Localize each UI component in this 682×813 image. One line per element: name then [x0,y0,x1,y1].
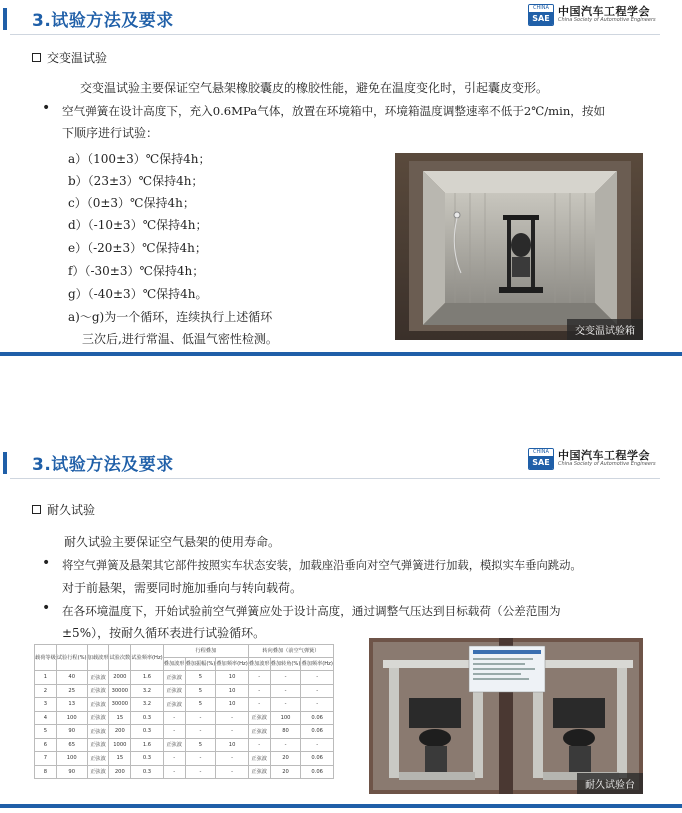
table-cell: - [185,765,216,779]
th-overlay-frequency: 叠加频率(Hz) [216,658,248,671]
slide-alternating-temperature [0,0,682,358]
logo-name-cn: 中国汽车工程学会 [558,5,650,18]
table-cell: - [185,711,216,725]
step-f: f）（-30±3）℃保持4h； [68,264,205,278]
table-cell: 10 [216,738,248,752]
table-cell: 80 [270,725,301,739]
cycle-note-line2: 三次后,进行常温、低温气密性检测。 [82,332,278,346]
table-cell: 正弦波 [87,671,109,685]
th-count: 试验次数 [109,645,131,671]
temperature-chamber-illustration [395,153,643,340]
csae-logo [528,448,668,470]
th-steer-angle: 叠加转角(%) [270,658,301,671]
section-heading: 交变温试验 [32,49,107,66]
table-cell: 正弦波 [163,671,185,685]
slide-title: 3.试验方法及要求 [32,11,174,31]
table-cell: - [185,752,216,766]
table-cell: - [270,738,301,752]
table-cell: 3 [35,698,57,712]
table-cell: 0.3 [131,725,163,739]
step-g: g）（-40±3）℃保持4h。 [68,287,208,301]
logo-name-en: China Society of Automotive Engineers [558,461,656,467]
table-cell: - [248,698,270,712]
table-header-row [35,645,334,658]
table-cell: 200 [109,725,131,739]
table-cell: - [301,684,334,698]
table-cell: 正弦波 [163,698,185,712]
table-cell: 正弦波 [248,725,270,739]
photo-caption: 耐久试验台 [577,773,643,794]
logo-name-en: China Society of Automotive Engineers [558,17,656,23]
table-cell: 1 [35,671,57,685]
table-cell: 0.06 [301,752,334,766]
table-cell: - [163,765,185,779]
table-cell: 3.2 [131,684,163,698]
table-cell: 100 [270,711,301,725]
table-cell: 5 [185,671,216,685]
table-cell: - [270,698,301,712]
table-cell: 正弦波 [248,752,270,766]
step-c: c）（0±3）℃保持4h； [68,196,195,210]
table-cell: 200 [109,765,131,779]
title-accent-bar [3,452,7,474]
table-cell: - [216,725,248,739]
table-row [35,711,334,725]
table-cell: 正弦波 [87,738,109,752]
endurance-cycle-table [34,644,334,779]
table-cell: 正弦波 [87,725,109,739]
th-load-level: 载荷等级 [35,645,57,671]
table-cell: 5 [185,684,216,698]
table-cell: - [301,698,334,712]
table-cell: - [185,725,216,739]
table-cell: - [163,725,185,739]
th-steer-waveform: 叠加波形 [248,658,270,671]
table-cell: 1000 [109,738,131,752]
title-divider [10,478,660,479]
th-frequency: 试验频率(Hz) [131,645,163,671]
table-row [35,752,334,766]
table-row [35,684,334,698]
table-cell: 正弦波 [87,684,109,698]
bullet-dot-icon: • [42,600,51,616]
cycle-note-line1: a)～g)为一个循环，连续执行上述循环 [68,310,273,324]
table-cell: 正弦波 [87,765,109,779]
table-cell: - [216,752,248,766]
bullet1-line1: 将空气弹簧及悬架其它部件按照实车状态安装，加载座沿垂向对空气弹簧进行加载，模拟实车垂向跳动。 [62,559,582,572]
table-cell: - [248,738,270,752]
table-cell: 20 [270,765,301,779]
photo-caption: 交变温试验箱 [567,319,643,340]
table-cell: 正弦波 [248,711,270,725]
table-cell: 6 [35,738,57,752]
table-cell: 25 [56,684,87,698]
bullet-dot-icon: • [42,555,51,571]
table-row [35,725,334,739]
csae-logo-badge: CHINA SAE [528,448,554,470]
table-cell: - [270,684,301,698]
title-divider [10,34,660,35]
table-cell: 10 [216,698,248,712]
table-cell: 0.3 [131,765,163,779]
csae-logo [528,4,668,26]
bullet2-line2: ±5%），按耐久循环表进行试验循环。 [62,626,266,640]
th-overlay-waveform: 叠加波形 [163,658,185,671]
table-cell: 8 [35,765,57,779]
table-cell: - [270,671,301,685]
th-stroke: 试验行程(%) [56,645,87,671]
section-heading: 耐久试验 [32,501,95,518]
intro-paragraph: 耐久试验主要保证空气悬架的使用寿命。 [64,535,281,549]
step-d: d）（-10±3）℃保持4h； [68,218,208,232]
table-row [35,765,334,779]
table-cell: 2 [35,684,57,698]
table-cell: 10 [216,684,248,698]
table-cell: 10 [216,671,248,685]
table-cell: 正弦波 [87,711,109,725]
table-cell: 30000 [109,684,131,698]
table-cell: 13 [56,698,87,712]
table-cell: 1.6 [131,671,163,685]
table-row [35,738,334,752]
table-cell: 40 [56,671,87,685]
slide-endurance-test [0,444,682,813]
table-cell: 30000 [109,698,131,712]
intro-paragraph: 交变温试验主要保证空气悬架橡胶囊皮的橡胶性能，避免在温度变化时，引起囊皮变形。 [80,81,549,95]
slide-bottom-bar [0,804,682,808]
table-cell: 0.06 [301,711,334,725]
table-cell: - [248,684,270,698]
bullet2-line1: 在各环境温度下，开始试验前空气弹簧应处于设计高度，通过调整气压达到目标载荷（公差范围为 [62,604,561,618]
th-group-steer: 转向叠加（前空气弹簧） [248,645,333,658]
bullet-text-line2: 下顺序进行试验： [62,126,159,140]
endurance-rig-illustration [369,638,643,794]
table-cell: - [301,738,334,752]
step-b: b）（23±3）℃保持4h； [68,174,204,188]
logo-name-cn: 中国汽车工程学会 [558,449,650,462]
step-e: e）（-20±3）℃保持4h； [68,241,207,255]
th-waveform: 加载波形 [87,645,109,671]
temperature-chamber-photo [395,153,643,340]
table-cell: 0.3 [131,752,163,766]
table-cell: 90 [56,725,87,739]
checkbox-square-icon [32,505,41,514]
bullet-text-line1: 空气弹簧在设计高度下，充入0.6MPa气体，放置在环境箱中，环境箱温度调整速率不低于2℃/min，按如 [62,104,606,118]
table-cell: 100 [56,711,87,725]
table-cell: 正弦波 [87,698,109,712]
table-cell: - [301,671,334,685]
table-cell: - [216,711,248,725]
table-cell: 正弦波 [163,738,185,752]
table-cell: - [163,752,185,766]
th-overlay-amplitude: 叠加振幅(%) [185,658,216,671]
endurance-rig-photo [369,638,643,794]
th-steer-frequency: 叠加频率(Hz) [301,658,334,671]
table-cell: - [216,765,248,779]
slide-title: 3.试验方法及要求 [32,455,174,475]
bullet-dot-icon: • [42,100,51,116]
table-row [35,698,334,712]
table-cell: - [163,711,185,725]
table-cell: 100 [56,752,87,766]
table-cell: 5 [185,738,216,752]
step-a: a）（100±3）℃保持4h； [68,152,211,166]
csae-logo-badge: CHINA SAE [528,4,554,26]
table-cell: 0.06 [301,725,334,739]
table-cell: 5 [185,698,216,712]
table-cell: 15 [109,711,131,725]
table-cell: 1.6 [131,738,163,752]
table-cell: 65 [56,738,87,752]
table-row [35,671,334,685]
table-body [35,671,334,779]
table-cell: - [248,671,270,685]
th-group-stroke: 行程叠加 [163,645,248,658]
table-cell: 0.06 [301,765,334,779]
table-cell: 3.2 [131,698,163,712]
table-cell: 正弦波 [163,684,185,698]
slide-bottom-bar [0,352,682,356]
table-cell: 0.3 [131,711,163,725]
table-cell: 正弦波 [87,752,109,766]
table-cell: 正弦波 [248,765,270,779]
table-cell: 90 [56,765,87,779]
bullet1-line2: 对于前悬架，需要同时施加垂向与转向载荷。 [62,581,303,595]
checkbox-square-icon [32,53,41,62]
table-cell: 2000 [109,671,131,685]
table-cell: 20 [270,752,301,766]
title-accent-bar [3,8,7,30]
table-cell: 5 [35,725,57,739]
table-cell: 7 [35,752,57,766]
table-cell: 15 [109,752,131,766]
table-cell: 4 [35,711,57,725]
